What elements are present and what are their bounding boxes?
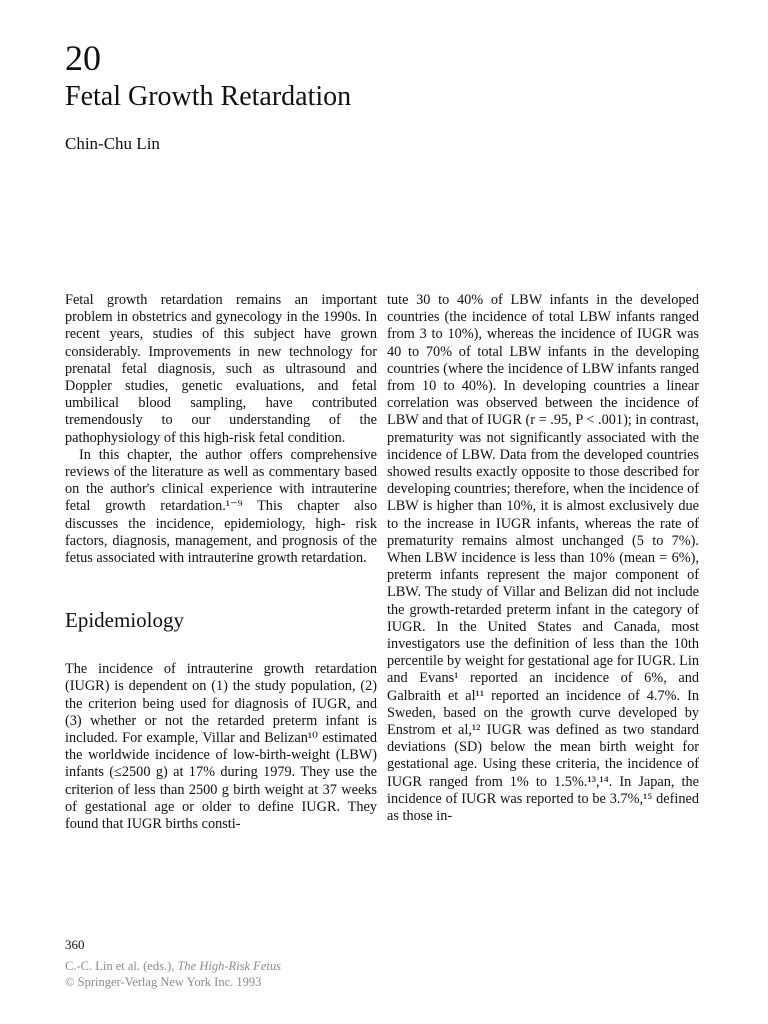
page-footer — [65, 936, 465, 990]
citation-book-title: The High-Risk Fetus — [177, 959, 281, 973]
section-heading-epidemiology: Epidemiology — [65, 608, 184, 633]
citation-editors: C.-C. Lin et al. (eds.), — [65, 959, 178, 973]
book-citation — [65, 958, 465, 974]
chapter-author: Chin-Chu Lin — [65, 134, 160, 153]
chapter-title: Fetal Growth Retardation — [65, 81, 352, 112]
chapter-number: 20 — [65, 38, 101, 78]
left-text-column — [65, 292, 377, 833]
intro-paragraph-2: In this chapter, the author offers comprehensive reviews of the literature as well as commentary based on the author's clinical experience with intrauterine fetal growth retardation.¹⁻⁹ This chapter also discusses the incidence, epidemiology, high- risk factors, diagnosis, management, and prognosis of the fetus associated with intrauterine growth retardation. — [65, 446, 377, 567]
page-number: 360 — [65, 937, 85, 952]
epidemiology-paragraph-1: The incidence of intrauterine growth retardation (IUGR) is dependent on (1) the study population, (2) the criterion being used for diagnosis of IUGR, and (3) whether or not the retarded preterm infant is included. For example, Villar and Belizan¹⁰ estimated the worldwide incidence of low-birth-weight (LBW) infants (≤2500 g) at 17% during 1979. They use the criterion of less than 2500 g birth weight at 37 weeks of gestational age or older to define IUGR. They found that IUGR births consti- — [65, 661, 377, 833]
right-text-column — [387, 292, 699, 825]
copyright-line: © Springer-Verlag New York Inc. 1993 — [65, 975, 262, 989]
intro-paragraph-1: Fetal growth retardation remains an important problem in obstetrics and gynecology in the 1990s. In recent years, studies of this subject have grown considerably. Improvements in new technology for prenatal fetal diagnosis, such as ultrasound and Doppler studies, genetic evaluations, and fetal umbilical blood sampling, have contributed tremendously to our understanding of the pathophysiology of this high-risk fetal condition. — [65, 292, 377, 446]
epidemiology-paragraph-continued: tute 30 to 40% of LBW infants in the developed countries (the incidence of total LBW infants ranged from 3 to 10%), whereas the incidence of IUGR was 40 to 70% of total LBW infants in the developing countries (where the incidence of LBW infants ranged from 10 to 40%). In developing countries a linear correlation was observed between the incidence of LBW and that of IUGR (r = .95, P < .001); in contrast, prematurity was not significantly associated with the incidence of LBW. Data from the developed countries showed results exactly opposite to those described for developing countries; therefore, when the incidence of LBW is higher than 10%, it is almost exclusively due to the increase in IUGR infants, whereas the rate of prematurity remains almost unchanged (5 to 7%). When LBW incidence is less than 10% (mean = 6%), preterm infants represent the major component of LBW. The study of Villar and Belizan did not include the growth-retarded preterm infant in the category of IUGR. In the United States and Canada, most investigators use the definition of less than the 10th percentile by weight for gestational age for IUGR. Lin and Evans¹ reported an incidence of 6%, and Galbraith et al¹¹ reported an incidence of 4.7%. In Sweden, based on the growth curve developed by Enstrom et al,¹² IUGR was defined as two standard deviations (SD) below the mean birth weight for gestational age. Using these criteria, the incidence of IUGR ranged from 1% to 1.5%.¹³,¹⁴. In Japan, the incidence of IUGR was reported to be 3.7%,¹⁵ defined as those in- — [387, 292, 699, 825]
